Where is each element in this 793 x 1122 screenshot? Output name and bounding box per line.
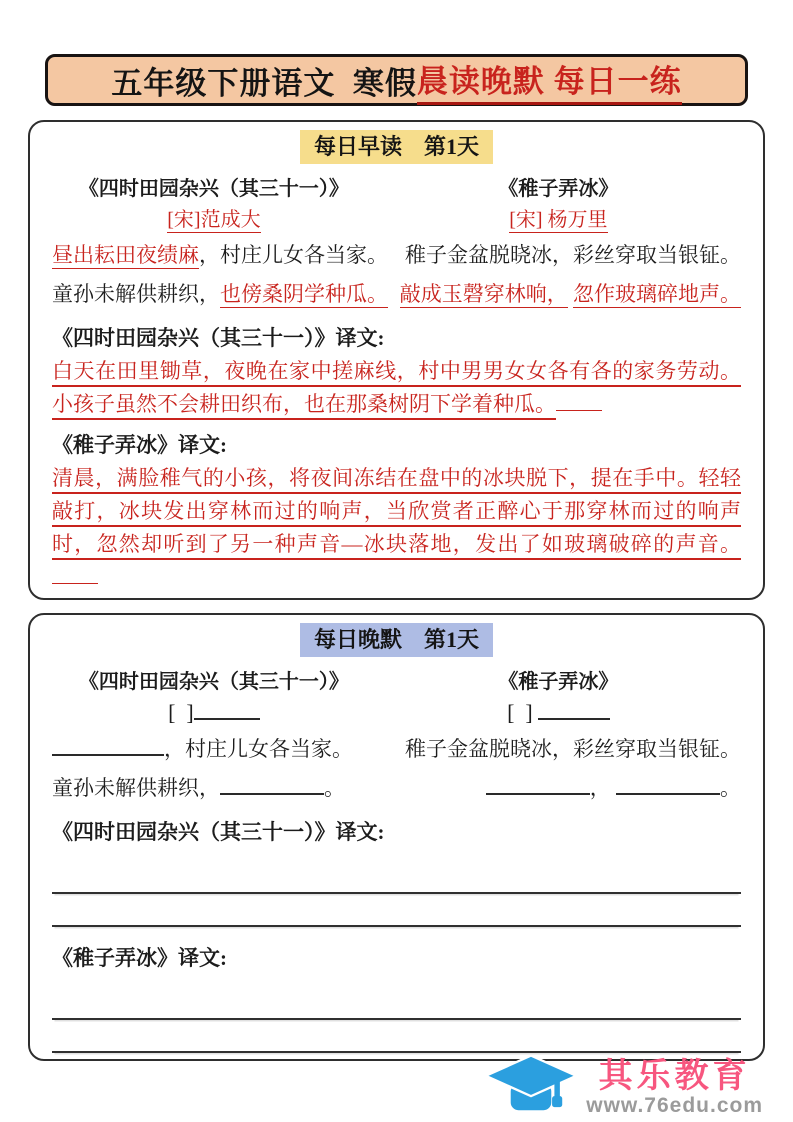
answer-line (52, 1020, 741, 1053)
verse-answer-blank (52, 740, 164, 756)
evening-translation1-label: 《四时田园杂兴（其三十一）》译文: (52, 820, 385, 844)
morning-poem-grid (52, 174, 741, 314)
poem-right-author: [宋] 杨万里 (509, 209, 608, 231)
evening-left-line2-black: 童孙未解供耕织， (52, 776, 220, 800)
underline-extender (52, 582, 98, 584)
evening-left-line1 (52, 730, 376, 769)
evening-translation2-label: 《稚子弄冰》译文: (52, 946, 227, 970)
poem-left-line2 (52, 275, 388, 314)
evening-header-badge: 每日晚默 第1天 (300, 623, 493, 657)
poem-right-line1: 稚子金盆脱晓冰，彩丝穿取当银钲。 (404, 243, 741, 267)
morning-translation2-label: 《稚子弄冰》译文: (52, 433, 227, 457)
poem-left-line2-black: 童孙未解供耕织， (52, 282, 220, 306)
morning-translation1-text (52, 355, 741, 421)
morning-translation2-body: 清晨，满脸稚气的小孩，将夜间冻结在盘中的冰块脱下，提在手中。轻轻敲打，冰块发出穿林而过的响声，当欣赏者正醉心于那穿林而过的响声时，忽然却听到了另一种声音—冰块落地，发出了如玻璃破碎的声音。 (52, 466, 741, 556)
title-text-red: 晨读晚默 每日一练 (417, 56, 682, 105)
answer-line (52, 861, 741, 894)
evening-poem-left (52, 667, 376, 808)
title-text-black: 五年级下册语文 寒假 (111, 65, 417, 101)
verse-answer-blank (486, 779, 590, 795)
evening-right-line2 (376, 769, 741, 808)
brand-text-block (586, 1058, 763, 1118)
poem-left-author-row (52, 204, 376, 236)
verse-answer-blank (616, 779, 720, 795)
evening-dictation-box (28, 613, 765, 1061)
verse-answer-blank (220, 779, 324, 795)
morning-poem-left (52, 174, 388, 314)
evening-left-author-blank-row (52, 697, 376, 730)
poem-left-line1-red: 昼出耘田夜绩麻 (52, 243, 199, 267)
poem-right-line2 (376, 275, 741, 314)
poem-left-line2-red: 也傍桑阴学种瓜。 (220, 282, 388, 306)
graduation-cap-icon (484, 1054, 578, 1118)
evening-poem-right (376, 667, 741, 808)
evening-poem-left-title: 《四时田园杂兴（其三十一）》 (78, 671, 349, 693)
answer-line (52, 987, 741, 1020)
morning-reading-box (28, 120, 765, 600)
morning-header-badge: 每日早读 第1天 (300, 130, 493, 164)
author-bracket-blank: [ ] (168, 700, 194, 725)
poem-left-line1 (52, 236, 388, 275)
poem-right-line2-red2: 忽作玻璃碎地声。 (572, 282, 741, 306)
brand-logo (484, 1054, 763, 1118)
morning-translation1-label: 《四时田园杂兴（其三十一）》译文: (52, 326, 385, 350)
poem-right-author-row (376, 204, 741, 236)
poem-right-line2-red1: 敲成玉磬穿林响， (399, 282, 568, 306)
poem-left-line1-black: ，村庄儿女各当家。 (199, 243, 388, 267)
evening-left-line1-black: ，村庄儿女各当家。 (164, 737, 353, 761)
evening-poem-grid (52, 667, 741, 808)
author-bracket-blank: [ ] (507, 700, 533, 725)
poem-left-author: [宋]范成大 (167, 209, 261, 231)
punct-period: 。 (719, 776, 741, 800)
morning-translation1-body: 白天在田里锄草，夜晚在家中搓麻线，村中男男女女各有各的家务劳动。小孩子虽然不会耕田织布，也在那桑树阴下学着种瓜。 (52, 359, 741, 416)
punct-period: 。 (324, 776, 345, 800)
title-banner (45, 54, 748, 106)
answer-line (52, 894, 741, 927)
evening-right-line1: 稚子金盆脱晓冰，彩丝穿取当银钲。 (404, 737, 741, 761)
evening-right-author-blank-row (376, 697, 741, 730)
evening-poem-right-title: 《稚子弄冰》 (498, 671, 619, 693)
underline-extender (556, 409, 602, 411)
poem-right-title: 《稚子弄冰》 (498, 178, 619, 200)
brand-website: www.76edu.com (586, 1094, 763, 1117)
author-answer-blank (538, 704, 610, 720)
morning-header-row (52, 130, 741, 166)
evening-left-line2 (52, 769, 376, 808)
poem-left-title: 《四时田园杂兴（其三十一）》 (78, 178, 349, 200)
evening-header-row (52, 623, 741, 659)
punct-comma: ， (589, 776, 611, 800)
author-answer-blank (194, 704, 260, 720)
morning-translation2-text (52, 462, 741, 594)
morning-poem-right (376, 174, 741, 314)
brand-name: 其乐教育 (598, 1057, 751, 1095)
